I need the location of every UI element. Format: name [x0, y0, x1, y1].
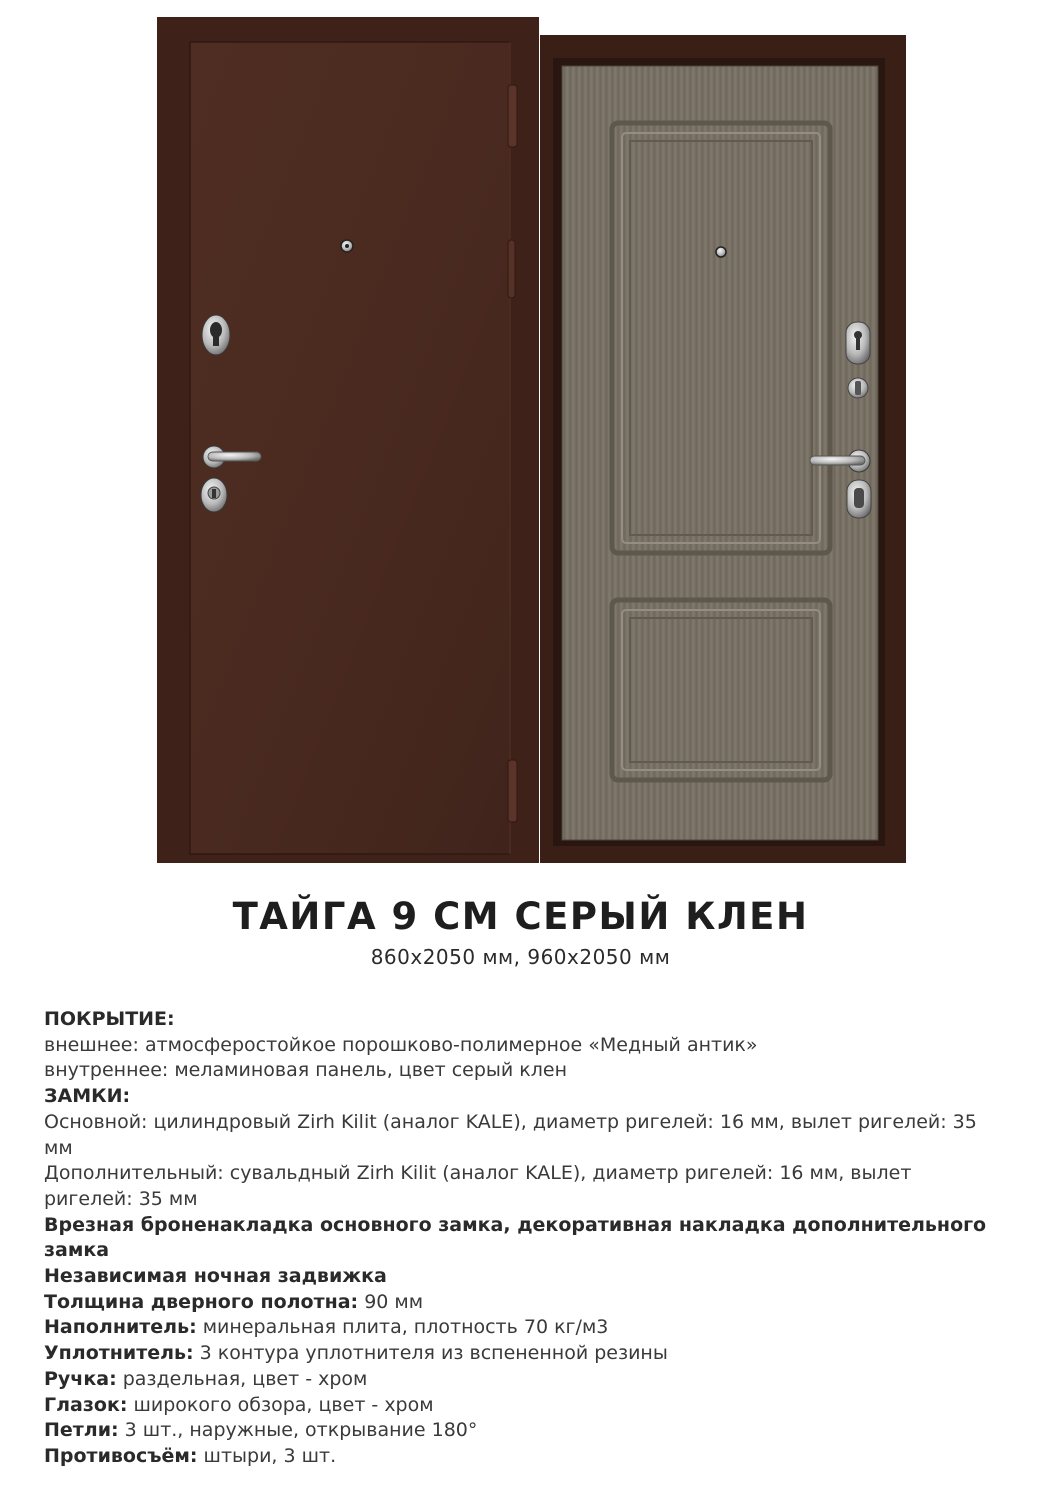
- coating-outer: внешнее: атмосферостойкое порошково-полимерное «Медный антик»: [44, 1033, 758, 1056]
- hinge-bottom: [508, 760, 517, 822]
- cylinder-lock-icon: [201, 478, 227, 512]
- handle: Ручка: раздельная, цвет - хром: [44, 1367, 368, 1390]
- night-latch-icon: [848, 378, 868, 398]
- hinge-top: [508, 85, 517, 147]
- night-latch: Независимая ночная задвижка: [44, 1265, 387, 1288]
- interior-door: [540, 35, 906, 863]
- specs-list: [44, 1007, 1004, 1470]
- thumbturn-icon: [847, 480, 871, 518]
- coating-heading: ПОКРЫТИЕ:: [44, 1008, 175, 1030]
- hinges: Петли: 3 шт., наружные, открывание 180°: [44, 1419, 478, 1442]
- hinge-middle: [508, 240, 515, 298]
- product-title: ТАЙГА 9 СМ СЕРЫЙ КЛЕН: [232, 895, 809, 938]
- product-sizes: 860x2050 мм, 960x2050 мм: [370, 945, 671, 969]
- filler: Наполнитель: минеральная плита, плотность 70 кг/м3: [44, 1316, 609, 1339]
- armor-plate: Врезная броненакладка основного замка, декоративная накладка дополнительного замка: [44, 1213, 987, 1262]
- peephole: Глазок: широкого обзора, цвет - хром: [44, 1393, 434, 1416]
- lock-extra: Дополнительный: сувальдный Zirh Kilit (аналог KALE), диаметр ригелей: 16 мм, вылет ригелей: 35 мм: [44, 1162, 912, 1210]
- interior-peephole-icon: [716, 247, 726, 257]
- anti-removal: Противосъём: штыри, 3 шт.: [44, 1444, 337, 1467]
- seal: Уплотнитель: 3 контура уплотнителя из вспененной резины: [44, 1342, 668, 1365]
- coating-inner: внутреннее: меламиновая панель, цвет серый клен: [44, 1059, 568, 1082]
- upper-lock-icon: [202, 315, 230, 355]
- lock-main: Основной: цилиндровый Zirh Kilit (аналог KALE), диаметр ригелей: 16 мм, вылет ригелей: 35 мм: [44, 1110, 977, 1159]
- exterior-door: [157, 17, 539, 863]
- interior-upper-lock-icon: [846, 322, 870, 364]
- thickness: Толщина дверного полотна: 90 мм: [44, 1290, 424, 1313]
- locks-heading: ЗАМКИ:: [44, 1085, 131, 1108]
